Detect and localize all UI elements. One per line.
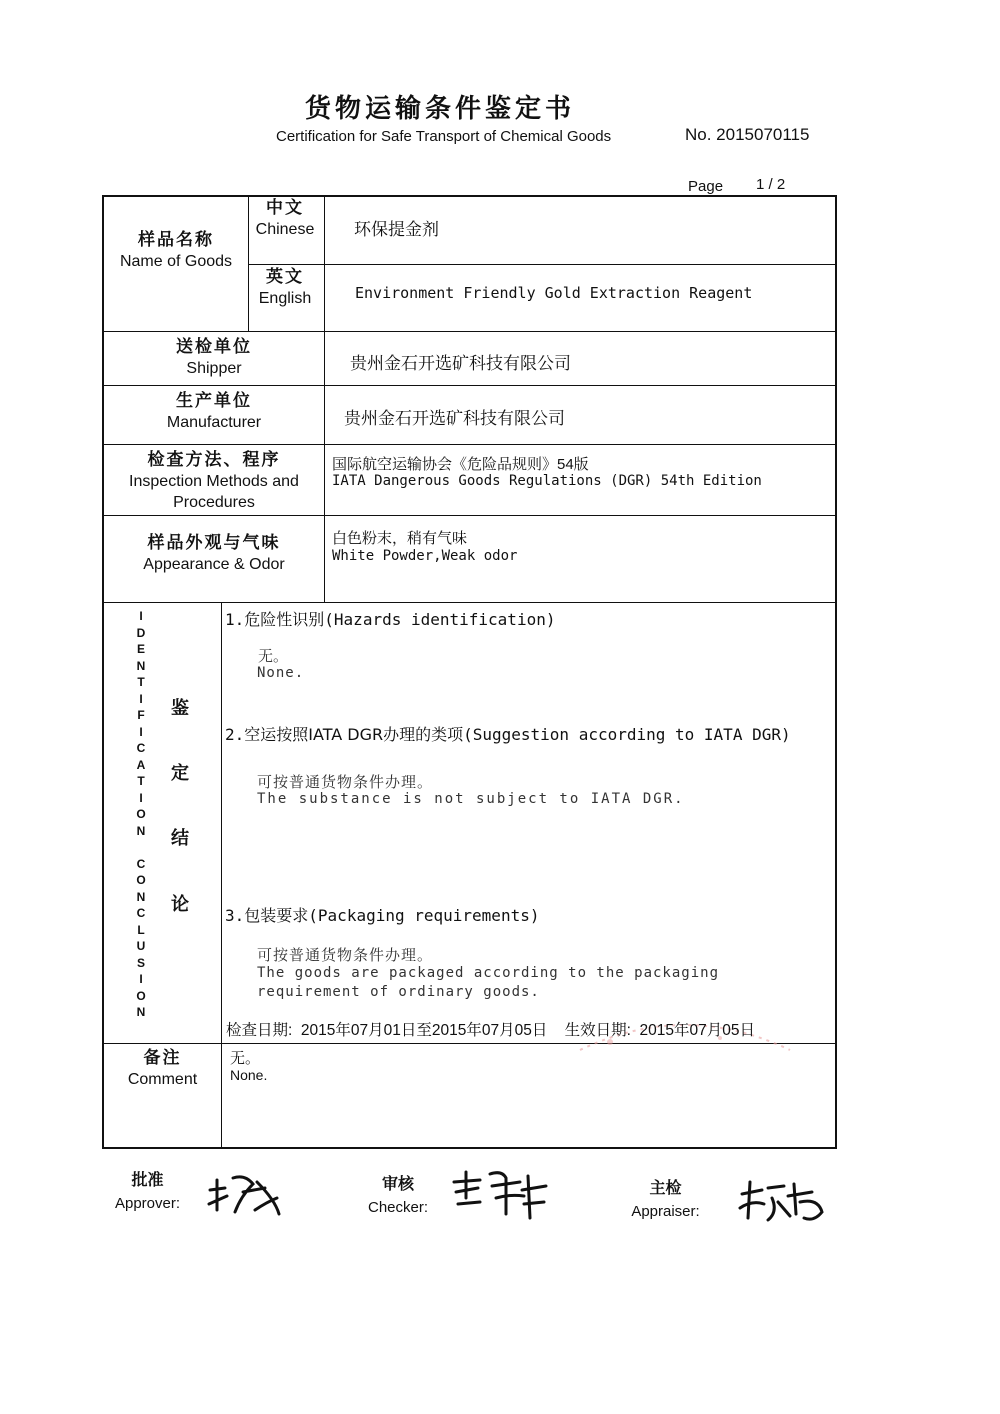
divider [248, 264, 837, 265]
english-label: 英文 English [258, 267, 312, 307]
appraiser-label: 主检 Appraiser: [631, 1178, 700, 1220]
document-title-en: Certification for Safe Transport of Chemical Goods [276, 128, 612, 145]
shipper-value: 贵州金石开选矿科技有限公司 [350, 354, 571, 373]
manufacturer-value: 贵州金石开选矿科技有限公司 [344, 409, 565, 428]
page-number: 1 / 2 [756, 176, 786, 193]
hazards-body-cn: 无。 [258, 648, 289, 665]
hazards-body-en: None. [257, 665, 305, 681]
manufacturer-label: 生产单位 Manufacturer [166, 391, 262, 431]
iata-suggestion-heading: 2.空运按照IATA DGR办理的类项(Suggestion according to IATA DGR) [225, 725, 791, 744]
inspection-dates: 检查日期: 2015年07月01日至2015年07月05日 生效日期: 2015年07月05日 [226, 1022, 755, 1039]
identification-conclusion-vertical-label: I D E N T I F I C A T I O N C O N C L U S I O N [136, 609, 146, 1019]
document-title-cn: 货物运输条件鉴定书 [304, 94, 575, 124]
divider [104, 602, 837, 603]
hazards-identification-heading: 1.危险性识别(Hazards identification) [225, 610, 556, 629]
appraiser-signature-icon [738, 1178, 828, 1226]
divider [104, 444, 837, 445]
goods-name-label: 样品名称 Name of Goods [119, 230, 233, 270]
comment-value-cn: 无。 [230, 1050, 261, 1067]
inspection-value-en: IATA Dangerous Goods Regulations (DGR) 54th Edition [332, 473, 762, 489]
goods-name-chinese: 环保提金剂 [354, 220, 439, 239]
approver-label: 批准 Approver: [114, 1170, 181, 1212]
inspection-value-cn: 国际航空运输协会《危险品规则》54版 [332, 456, 589, 473]
appearance-value-en: White Powder,Weak odor [332, 548, 518, 564]
approver-signature-icon [205, 1170, 285, 1220]
checker-label: 审核 Checker: [367, 1174, 429, 1216]
divider [104, 331, 837, 332]
divider [221, 602, 222, 1149]
checker-signature-icon [450, 1168, 550, 1224]
page-label: Page [688, 178, 724, 195]
comment-value-en: None. [230, 1067, 268, 1083]
packaging-body-en-2: requirement of ordinary goods. [257, 984, 540, 1000]
certificate-number: No. 2015070115 [685, 125, 810, 144]
inspection-label: 检查方法、程序 Inspection Methods and Procedures [129, 450, 299, 511]
iata-body-en: The substance is not subject to IATA DGR. [257, 791, 685, 807]
conclusion-label-char: 论 [171, 894, 189, 915]
appearance-label: 样品外观与气味 Appearance & Odor [143, 533, 285, 573]
packaging-body-cn: 可按普通货物条件办理。 [257, 947, 434, 964]
divider [324, 197, 325, 602]
goods-name-english: Environment Friendly Gold Extraction Reagent [355, 284, 753, 302]
shipper-label: 送检单位 Shipper [176, 337, 252, 377]
packaging-body-en-1: The goods are packaged according to the packaging [257, 965, 720, 981]
divider [104, 515, 837, 516]
appearance-value-cn: 白色粉末，稍有气味 [332, 530, 468, 547]
iata-body-cn: 可按普通货物条件办理。 [257, 774, 434, 791]
packaging-heading: 3.包装要求(Packaging requirements) [225, 906, 540, 925]
divider [104, 385, 837, 386]
comment-label: 备注 Comment [127, 1048, 198, 1088]
chinese-label: 中文 Chinese [255, 198, 315, 238]
conclusion-label-char: 鉴 [171, 698, 189, 719]
conclusion-label-char: 结 [171, 828, 189, 849]
conclusion-label-char: 定 [171, 763, 189, 784]
